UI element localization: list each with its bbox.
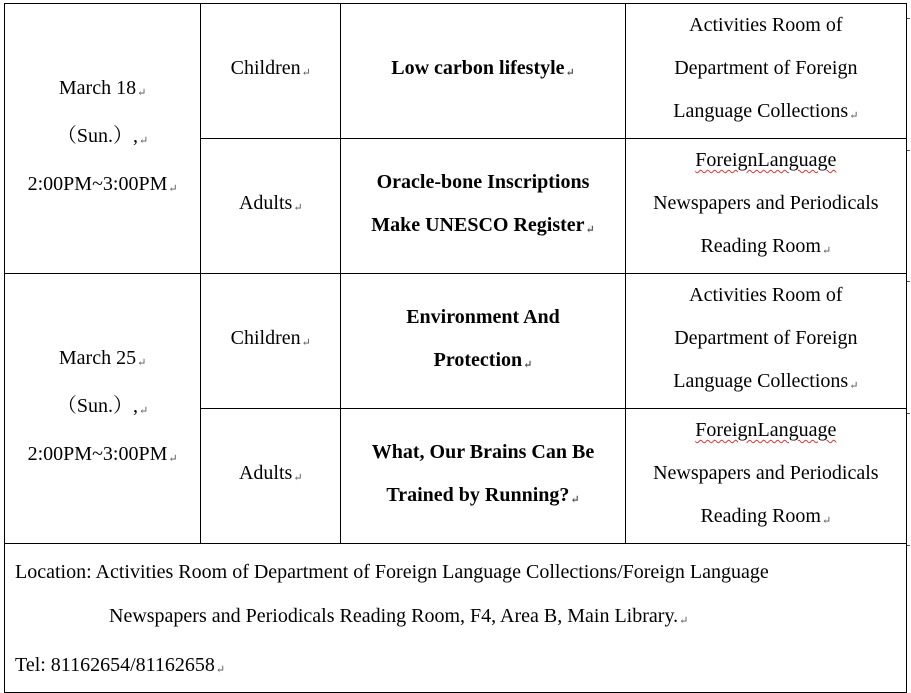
table-row — [5, 274, 907, 409]
return-arrow-icon: ↵ — [137, 86, 147, 99]
topic-title: Protection — [433, 348, 523, 371]
return-arrow-icon: ↵ — [849, 110, 859, 122]
venue-line: Newspapers and Periodicals — [653, 462, 879, 484]
return-arrow-icon: ↵ — [301, 337, 311, 349]
venue-line: Department of Foreign — [674, 327, 858, 349]
topic-title: Make UNESCO Register — [371, 213, 585, 236]
return-arrow-icon: ↵ — [301, 67, 311, 79]
audience-cell — [201, 409, 341, 544]
topic-cell — [341, 4, 625, 139]
topic-title: What, Our Brains Can Be — [371, 440, 595, 463]
audience-label: Children — [230, 57, 301, 79]
venue-line: ForeignLanguage — [695, 419, 837, 441]
return-arrow-icon: ↵ — [565, 67, 575, 79]
return-arrow-icon: ↵ — [585, 223, 595, 236]
venue-line: ForeignLanguage — [695, 149, 837, 171]
return-arrow-icon: ↵ — [137, 356, 147, 369]
venue-line: Department of Foreign — [674, 57, 858, 79]
topic-cell — [341, 409, 625, 544]
session-date-cell — [5, 4, 201, 274]
session-date: March 25 — [58, 346, 137, 369]
return-arrow-icon: ↵ — [139, 404, 149, 417]
return-arrow-icon: ↵ — [215, 664, 226, 676]
topic-title: Oracle-bone Inscriptions — [376, 170, 590, 193]
return-arrow-icon: ↵ — [679, 615, 689, 627]
venue-line: Reading Room — [700, 235, 821, 257]
table-row — [5, 4, 907, 139]
venue-line: Activities Room of — [689, 284, 843, 306]
venue-line: Reading Room — [700, 505, 821, 527]
row-end-marker — [907, 545, 910, 546]
location-line: Location: Activities Room of Department of Foreign Language Collections/Foreign Language — [15, 561, 769, 583]
return-arrow-icon: ↵ — [293, 202, 303, 214]
session-time: 2:00PM~3:00PM — [27, 172, 168, 195]
venue-cell — [625, 139, 906, 274]
venue-line: Activities Room of — [689, 14, 843, 36]
footer-cell — [5, 544, 907, 693]
return-arrow-icon: ↵ — [293, 472, 303, 484]
venue-cell — [625, 274, 906, 409]
topic-title: Trained by Running? — [386, 483, 570, 506]
tel-line: Tel: 81162654/81162658 — [15, 654, 215, 676]
audience-label: Adults — [238, 192, 293, 214]
venue-cell — [625, 409, 906, 544]
row-end-marker — [907, 18, 910, 19]
audience-label: Children — [230, 327, 301, 349]
return-arrow-icon: ↵ — [821, 515, 832, 527]
row-end-marker — [907, 413, 910, 414]
audience-cell — [201, 139, 341, 274]
row-end-marker — [907, 150, 910, 151]
session-time: 2:00PM~3:00PM — [27, 442, 168, 465]
venue-cell — [625, 4, 906, 139]
schedule-table — [4, 3, 907, 693]
session-day: （Sun.）, — [56, 124, 139, 147]
return-arrow-icon: ↵ — [523, 358, 533, 371]
return-arrow-icon: ↵ — [168, 182, 178, 195]
topic-title: Environment And — [406, 305, 560, 328]
return-arrow-icon: ↵ — [821, 245, 832, 257]
return-arrow-icon: ↵ — [139, 134, 149, 147]
audience-cell — [201, 274, 341, 409]
audience-label: Adults — [238, 462, 293, 484]
venue-line: Language Collections — [673, 100, 849, 122]
topic-cell — [341, 274, 625, 409]
venue-line: Language Collections — [673, 370, 849, 392]
audience-cell — [201, 4, 341, 139]
table-row — [5, 544, 907, 693]
venue-line: Newspapers and Periodicals — [653, 192, 879, 214]
return-arrow-icon: ↵ — [570, 493, 580, 506]
location-line: Newspapers and Periodicals Reading Room, F4, Area B, Main Library. — [109, 605, 679, 627]
session-date-cell — [5, 274, 201, 544]
return-arrow-icon: ↵ — [849, 380, 859, 392]
topic-cell — [341, 139, 625, 274]
topic-title: Low carbon lifestyle — [391, 57, 565, 79]
row-end-marker — [907, 281, 910, 282]
session-day: （Sun.）, — [56, 394, 139, 417]
session-date: March 18 — [58, 76, 137, 99]
return-arrow-icon: ↵ — [168, 452, 178, 465]
